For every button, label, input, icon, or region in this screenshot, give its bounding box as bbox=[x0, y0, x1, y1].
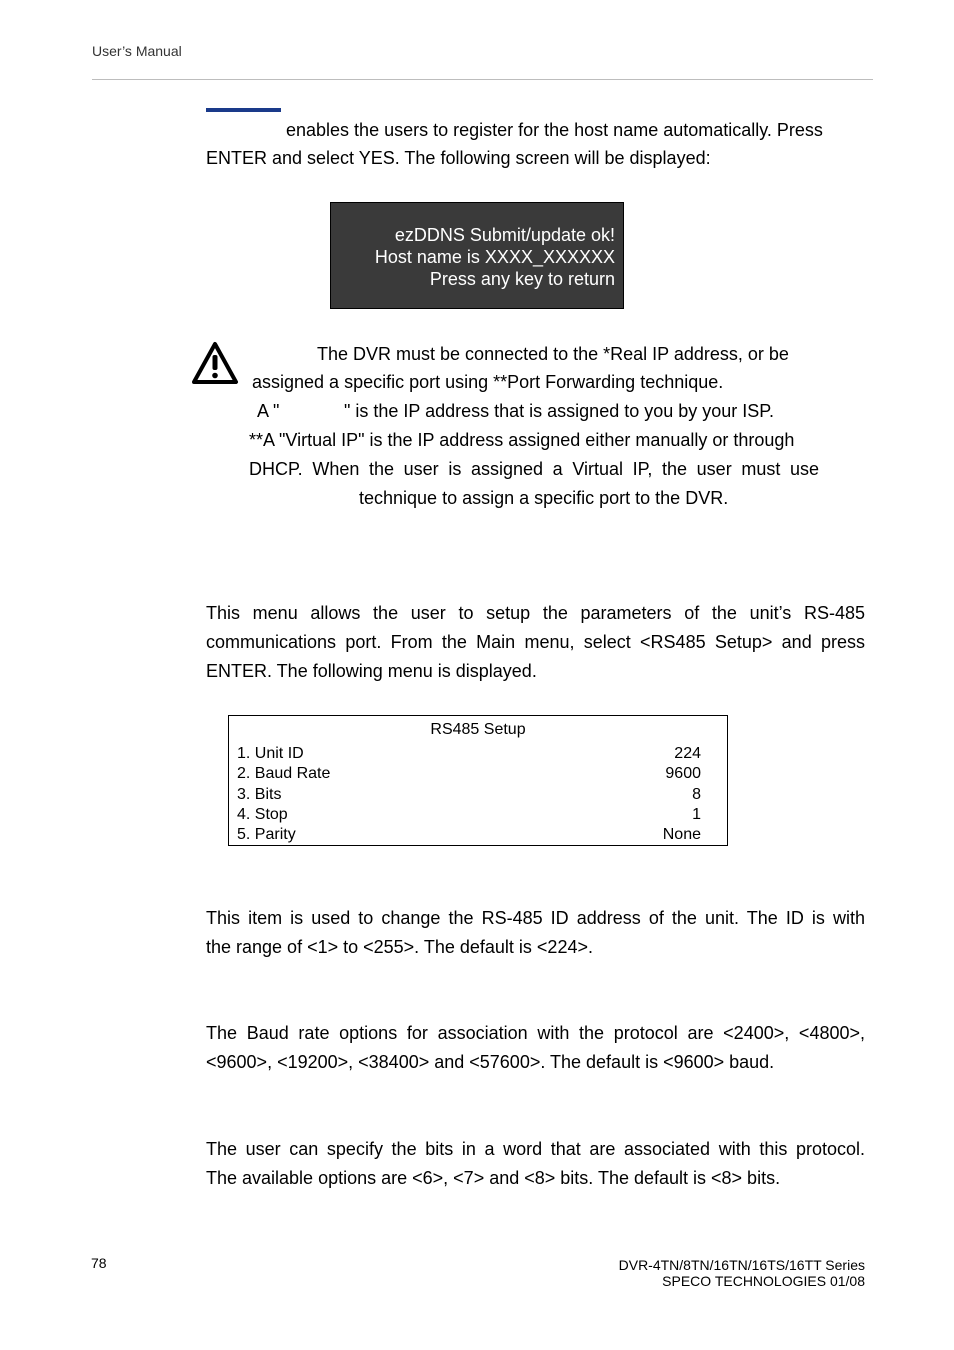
screen-line-3: Press any key to return bbox=[429, 269, 615, 289]
menu-row-unit-id[interactable] bbox=[237, 745, 701, 765]
ezddns-intro-line2: ENTER and select YES. The following screen will be displayed: bbox=[206, 148, 711, 168]
screen-line-1: ezDDNS Submit/update ok! bbox=[394, 225, 615, 245]
bits-desc-line1: The user can specify the bits in a word that are associated with this protocol. bbox=[206, 1139, 865, 1159]
menu-row-value: 1 bbox=[692, 806, 701, 823]
ezddns-intro-line1: enables the users to register for the host name automatically. Press bbox=[286, 120, 823, 140]
menu-row-label: 4. Stop bbox=[237, 806, 288, 823]
rs485-intro-line3: ENTER. The following menu is displayed. bbox=[206, 661, 537, 681]
page-number: 78 bbox=[91, 1255, 107, 1271]
note-line3-end: " is the IP address that is assigned to you by your ISP. bbox=[344, 401, 774, 421]
note-line1: The DVR must be connected to the *Real IP address, or be bbox=[317, 344, 789, 364]
bits-desc-line2: The available options are <6>, <7> and <8> bits. The default is <8> bits. bbox=[206, 1168, 781, 1188]
unit-id-desc-line1: This item is used to change the RS-485 ID address of the unit. The ID is with bbox=[206, 908, 865, 928]
note-line4: **A "Virtual IP" is the IP address assigned either manually or through bbox=[249, 430, 795, 450]
section-accent-bar bbox=[206, 108, 281, 112]
note-line6: technique to assign a specific port to the DVR. bbox=[359, 488, 729, 508]
menu-row-value: 224 bbox=[674, 745, 701, 762]
menu-row-baud-rate[interactable] bbox=[237, 765, 701, 785]
baud-desc-line2: <9600>, <19200>, <38400> and <57600>. The default is <9600> baud. bbox=[206, 1052, 775, 1072]
rs485-intro-line1: This menu allows the user to setup the parameters of the unit’s RS-485 bbox=[206, 603, 865, 623]
menu-row-parity[interactable] bbox=[237, 826, 701, 846]
menu-row-value: 8 bbox=[692, 786, 701, 803]
screen-line-2: Host name is XXXX_XXXXXX bbox=[374, 247, 615, 267]
menu-row-label: 2. Baud Rate bbox=[237, 765, 331, 782]
footer-info bbox=[619, 1257, 865, 1289]
unit-id-desc-line2: the range of <1> to <255>. The default is <224>. bbox=[206, 937, 593, 957]
menu-row-value: None bbox=[662, 826, 701, 843]
menu-title: RS485 Setup bbox=[430, 721, 526, 738]
note-line5: DHCP. When the user is assigned a Virtual IP, the user must use bbox=[249, 459, 819, 479]
menu-row-stop[interactable] bbox=[237, 806, 701, 826]
menu-row-label: 1. Unit ID bbox=[237, 745, 304, 762]
footer-series: DVR-4TN/8TN/16TN/16TS/16TT Series bbox=[618, 1257, 865, 1273]
menu-row-label: 3. Bits bbox=[237, 786, 282, 803]
footer-company: SPECO TECHNOLOGIES 01/08 bbox=[662, 1273, 865, 1289]
note-line2: assigned a specific port using **Port Forwarding technique. bbox=[252, 372, 724, 392]
ezddns-result-screen bbox=[330, 202, 624, 309]
rs485-setup-menu bbox=[228, 715, 728, 846]
menu-row-bits[interactable] bbox=[237, 786, 701, 806]
menu-row-value: 9600 bbox=[665, 765, 701, 782]
rs485-intro-line2: communications port. From the Main menu, select <RS485 Setup> and press bbox=[206, 632, 865, 652]
baud-desc-line1: The Baud rate options for association with the protocol are <2400>, <4800>, bbox=[206, 1023, 865, 1043]
header-title: User’s Manual bbox=[92, 43, 182, 59]
menu-row-label: 5. Parity bbox=[237, 826, 296, 843]
note-line3-start: A " bbox=[257, 401, 280, 421]
header-divider bbox=[92, 79, 873, 80]
warning-icon bbox=[190, 340, 240, 386]
